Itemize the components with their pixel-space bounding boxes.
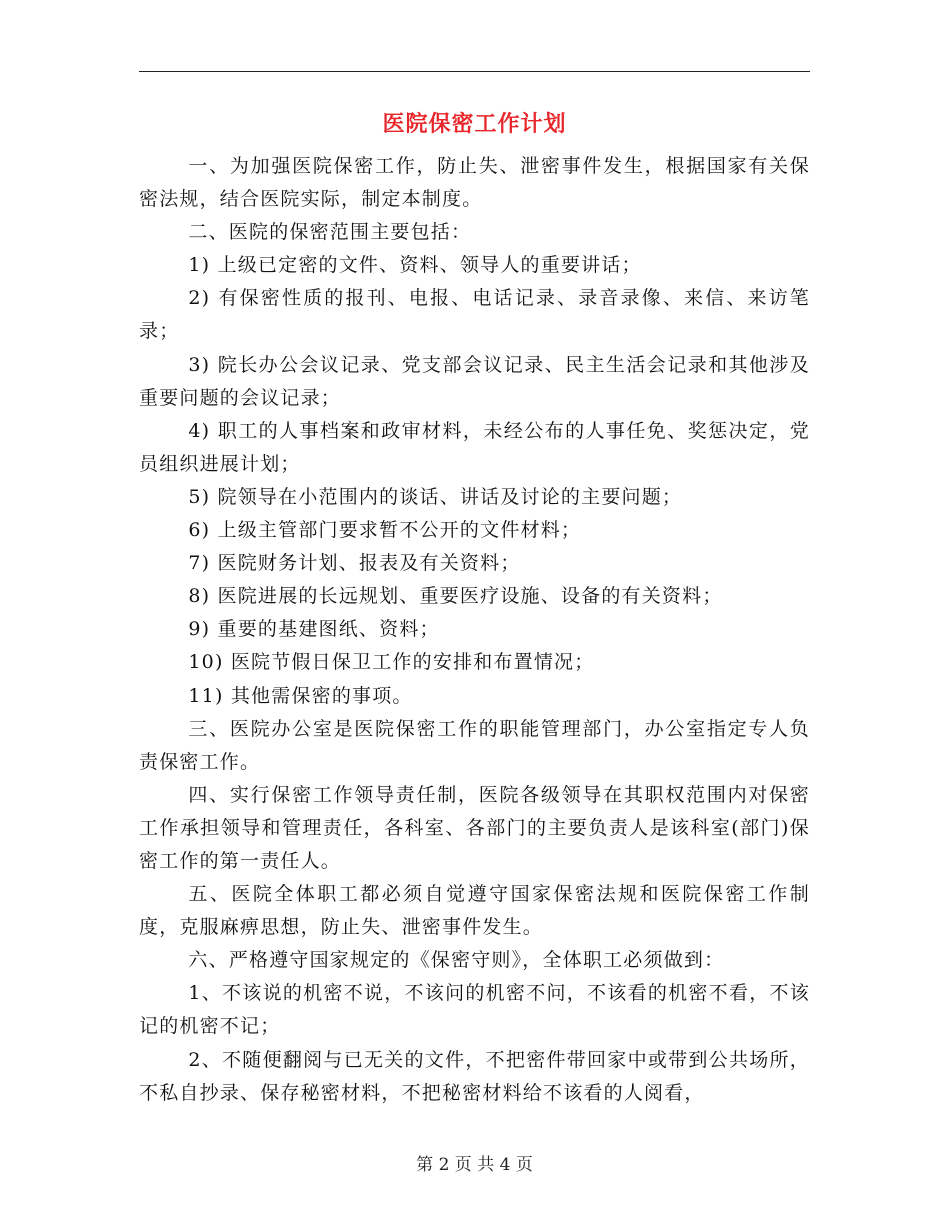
list-item: 4) 职工的人事档案和政审材料，未经公布的人事任免、奖惩决定，党员组织进展计划； [139, 419, 810, 475]
list-item: 1、不该说的机密不说，不该问的机密不问，不该看的机密不看，不该记的机密不记； [139, 982, 810, 1038]
list-item: 2) 有保密性质的报刊、电报、电话记录、录音录像、来信、来访笔录； [139, 287, 810, 343]
list-item: 3) 院长办公会议记录、党支部会议记录、民主生活会记录和其他涉及重要问题的会议记录； [139, 353, 810, 409]
list-item: 8) 医院进展的长远规划、重要医疗设施、设备的有关资料； [188, 585, 723, 608]
document-title: 医院保密工作计划 [382, 111, 567, 137]
list-item: 9) 重要的基建图纸、资料； [188, 618, 440, 641]
list-item: 7) 医院财务计划、报表及有关资料； [188, 552, 521, 575]
header-rule [139, 71, 810, 72]
paragraph: 五、医院全体职工都必须自觉遵守国家保密法规和医院保密工作制度，克服麻痹思想，防止失、泄密事件发生。 [139, 883, 810, 939]
list-item: 2、不随便翻阅与已无关的文件，不把密件带回家中或带到公共场所，不私自抄录、保存秘密材料，不把秘密材料给不该看的人阅看， [139, 1048, 810, 1104]
paragraph: 三、医院办公室是医院保密工作的职能管理部门，办公室指定专人负责保密工作。 [139, 717, 810, 773]
list-item: 11) 其他需保密的事项。 [188, 684, 413, 707]
list-item: 1) 上级已定密的文件、资料、领导人的重要讲话； [188, 254, 642, 277]
list-item: 10) 医院节假日保卫工作的安排和布置情况； [188, 651, 595, 674]
document-body [139, 150, 810, 1110]
paragraph: 一、为加强医院保密工作，防止失、泄密事件发生，根据国家有关保密法规，结合医院实际，制定本制度。 [139, 155, 810, 211]
paragraph: 二、医院的保密范围主要包括： [188, 221, 472, 244]
paragraph: 四、实行保密工作领导责任制，医院各级领导在其职权范围内对保密工作承担领导和管理责任，各科室、各部门的主要负责人是该科室(部门)保密工作的第一责任人。 [139, 783, 810, 872]
paragraph: 六、严格遵守国家规定的《保密守则》，全体职工必须做到： [188, 949, 725, 972]
list-item: 5) 院领导在小范围内的谈话、讲话及讨论的主要问题； [188, 485, 683, 508]
page-footer: 第 2 页 共 4 页 [416, 1155, 533, 1175]
list-item: 6) 上级主管部门要求暂不公开的文件材料； [188, 519, 582, 542]
